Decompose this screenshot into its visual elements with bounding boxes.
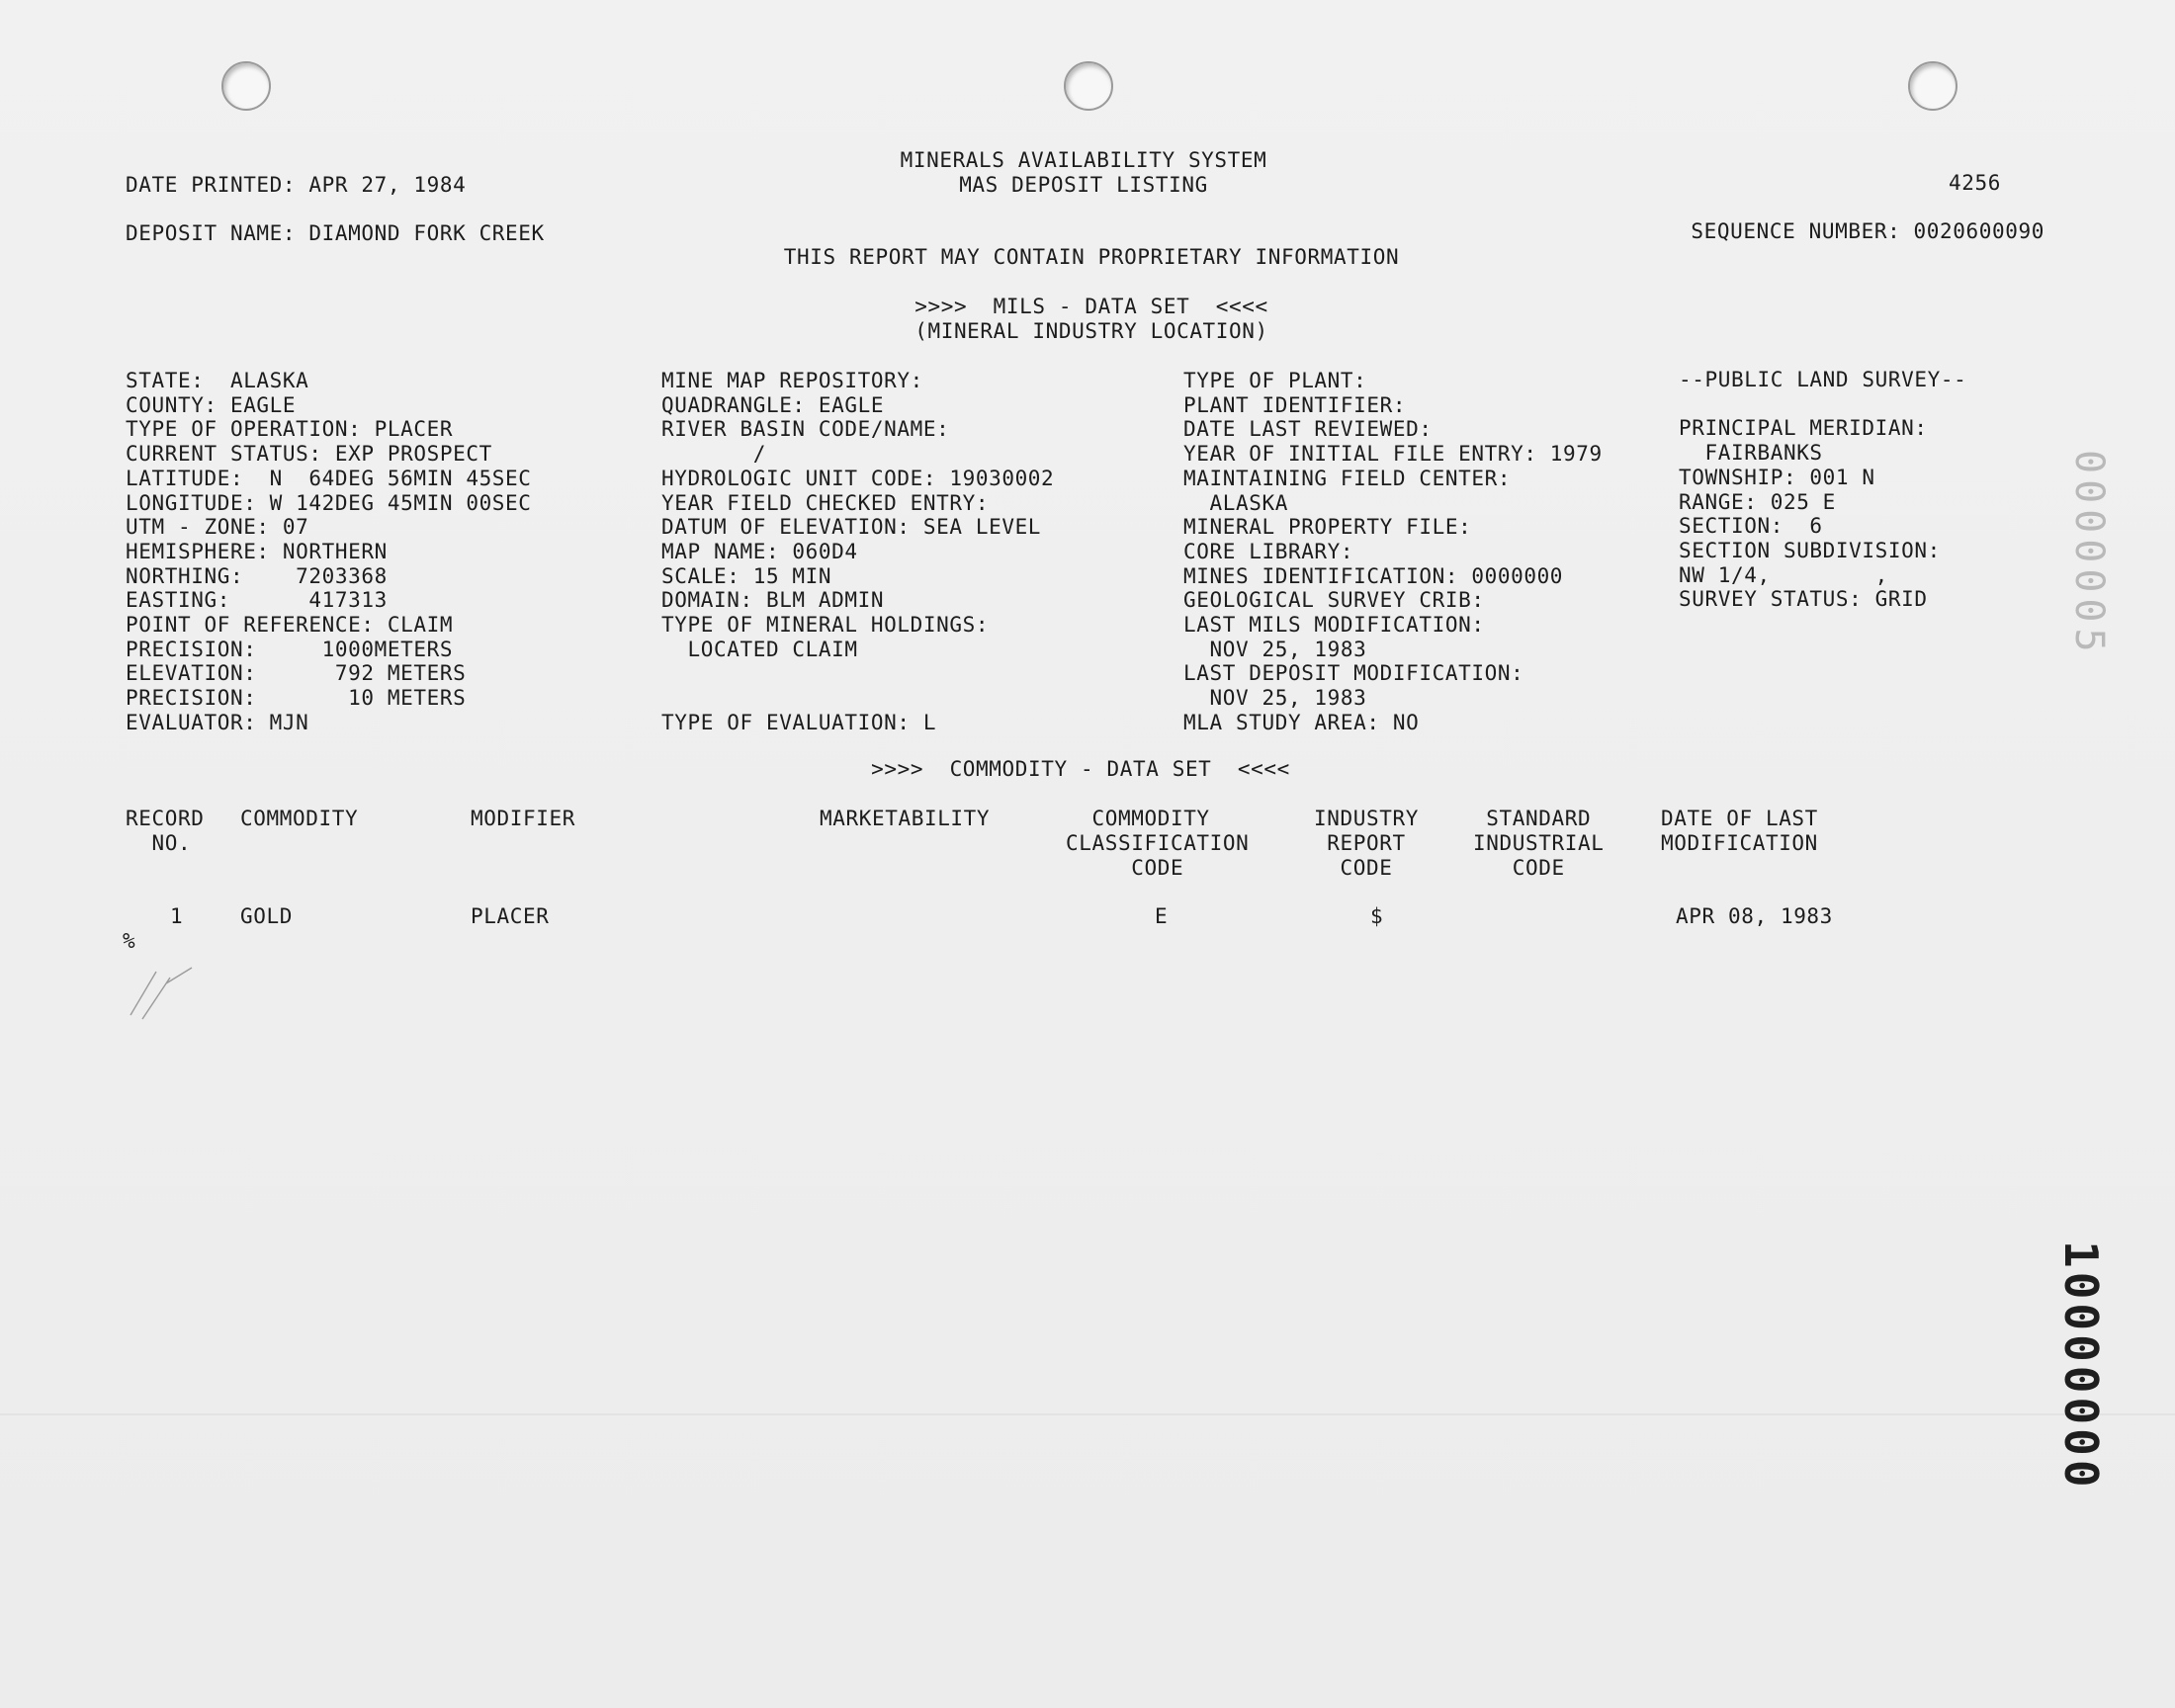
field-line: / <box>661 442 766 467</box>
field-line: NOV 25, 1983 <box>1183 686 1367 711</box>
field-line: CURRENT STATUS: EXP PROSPECT <box>126 442 492 467</box>
field-line: SECTION: 6 <box>1679 514 1823 539</box>
field-line: MINERAL PROPERTY FILE: <box>1183 515 1472 540</box>
cell-classification-code: E <box>1155 904 1169 928</box>
field-line: PRINCIPAL MERIDIAN: <box>1679 416 1928 441</box>
field-line: NW 1/4, , <box>1679 562 1888 587</box>
field-line: TYPE OF EVALUATION: L <box>661 710 937 734</box>
field-line: HEMISPHERE: NORTHERN <box>126 539 388 563</box>
col-header-industry-report-code: INDUSTRY REPORT CODE <box>1314 807 1419 880</box>
field-line: LAST DEPOSIT MODIFICATION: <box>1183 661 1524 686</box>
field-line: SCALE: 15 MIN <box>661 563 832 588</box>
cell-industry-report-code: $ <box>1370 904 1384 928</box>
field-line: MAP NAME: 060D4 <box>661 539 858 563</box>
field-line: PLANT IDENTIFIER: <box>1183 392 1407 417</box>
field-line: YEAR FIELD CHECKED ENTRY: <box>661 490 990 515</box>
field-line: LATITUDE: N 64DEG 56MIN 45SEC <box>126 466 532 490</box>
field-line: STATE: ALASKA <box>126 369 309 392</box>
field-line: MINE MAP REPOSITORY: <box>661 369 923 392</box>
pencil-scratch-mark <box>127 964 206 1023</box>
field-line: EVALUATOR: MJN <box>126 710 309 734</box>
field-line: LONGITUDE: W 142DEG 45MIN 00SEC <box>126 490 532 515</box>
public-land-survey-column <box>1679 368 1966 612</box>
field-line: TYPE OF PLANT: <box>1183 369 1367 392</box>
cell-record-no: 1 <box>170 904 184 928</box>
punch-hole-left <box>221 61 271 111</box>
field-line: RIVER BASIN CODE/NAME: <box>661 417 950 442</box>
col-header-modifier: MODIFIER <box>471 807 575 830</box>
field-line: --PUBLIC LAND SURVEY-- <box>1679 368 1967 391</box>
sequence-number: SEQUENCE NUMBER: 0020600090 <box>1691 219 2044 243</box>
field-line: LAST MILS MODIFICATION: <box>1183 613 1485 638</box>
field-line: ALASKA <box>1183 490 1288 515</box>
field-line: POINT OF REFERENCE: CLAIM <box>126 613 454 638</box>
cell-modifier: PLACER <box>471 904 550 928</box>
percent-mark: % <box>123 929 135 953</box>
col-header-date-last-modification: DATE OF LAST MODIFICATION <box>1661 807 1818 855</box>
field-line: TOWNSHIP: 001 N <box>1679 465 1875 489</box>
col-header-marketability: MARKETABILITY <box>820 807 991 830</box>
field-line: RANGE: 025 E <box>1679 489 1836 514</box>
document-stamp-number: 10000000 <box>2054 1240 2108 1492</box>
mils-subheading: (MINERAL INDUSTRY LOCATION) <box>914 319 1268 343</box>
field-line: DATUM OF ELEVATION: SEA LEVEL <box>661 515 1042 540</box>
field-line: PRECISION: 1000METERS <box>126 637 454 661</box>
punch-hole-right <box>1908 61 1958 111</box>
listing-title: MAS DEPOSIT LISTING <box>959 173 1208 197</box>
field-line <box>661 686 1054 711</box>
col-header-commodity: COMMODITY <box>240 807 359 830</box>
field-line: PRECISION: 10 METERS <box>126 686 467 711</box>
col-header-record-no: RECORD NO. <box>126 807 205 855</box>
proprietary-notice: THIS REPORT MAY CONTAIN PROPRIETARY INFORMATION <box>783 245 1400 269</box>
date-printed: DATE PRINTED: APR 27, 1984 <box>126 173 467 197</box>
field-line: CORE LIBRARY: <box>1183 539 1354 563</box>
deposit-name: DEPOSIT NAME: DIAMOND FORK CREEK <box>126 221 545 245</box>
field-line: COUNTY: EAGLE <box>126 392 297 417</box>
field-line: MLA STUDY AREA: NO <box>1183 710 1420 734</box>
col-header-classification-code: COMMODITY CLASSIFICATION CODE <box>1066 807 1250 880</box>
field-line: SURVEY STATUS: GRID <box>1679 587 1928 612</box>
system-title: MINERALS AVAILABILITY SYSTEM <box>900 148 1267 172</box>
field-line: TYPE OF OPERATION: PLACER <box>126 417 454 442</box>
field-line: EASTING: 417313 <box>126 588 388 613</box>
field-line: DOMAIN: BLM ADMIN <box>661 588 885 613</box>
cell-date-last-modification: APR 08, 1983 <box>1676 904 1833 928</box>
cell-commodity: GOLD <box>240 904 293 928</box>
punch-hole-center <box>1064 61 1113 111</box>
faint-stamp-number: 0000005 <box>2066 450 2112 658</box>
field-line: DATE LAST REVIEWED: <box>1183 417 1433 442</box>
field-line <box>661 661 1054 686</box>
field-line: UTM - ZONE: 07 <box>126 515 309 540</box>
mils-location-column <box>126 369 532 735</box>
page-number: 4256 <box>1949 171 2001 195</box>
field-line: LOCATED CLAIM <box>661 637 858 661</box>
field-line: SECTION SUBDIVISION: <box>1679 538 1941 562</box>
field-line: MAINTAINING FIELD CENTER: <box>1183 466 1512 490</box>
field-line: YEAR OF INITIAL FILE ENTRY: 1979 <box>1183 442 1603 467</box>
commodity-heading: >>>> COMMODITY - DATA SET <<<< <box>871 757 1290 781</box>
field-line: QUADRANGLE: EAGLE <box>661 392 885 417</box>
field-line: NOV 25, 1983 <box>1183 637 1367 661</box>
field-line: FAIRBANKS <box>1679 441 1823 466</box>
col-header-standard-industrial-code: STANDARD INDUSTRIAL CODE <box>1473 807 1605 880</box>
field-line: NORTHING: 7203368 <box>126 563 388 588</box>
field-line <box>1679 392 1966 417</box>
field-line: HYDROLOGIC UNIT CODE: 19030002 <box>661 466 1055 490</box>
field-line: GEOLOGICAL SURVEY CRIB: <box>1183 588 1485 613</box>
field-line: ELEVATION: 792 METERS <box>126 661 467 686</box>
field-line: MINES IDENTIFICATION: 0000000 <box>1183 563 1564 588</box>
mils-plant-column <box>1183 369 1603 735</box>
mils-heading: >>>> MILS - DATA SET <<<< <box>914 295 1268 318</box>
field-line: TYPE OF MINERAL HOLDINGS: <box>661 613 990 638</box>
mils-repository-column <box>661 369 1054 735</box>
